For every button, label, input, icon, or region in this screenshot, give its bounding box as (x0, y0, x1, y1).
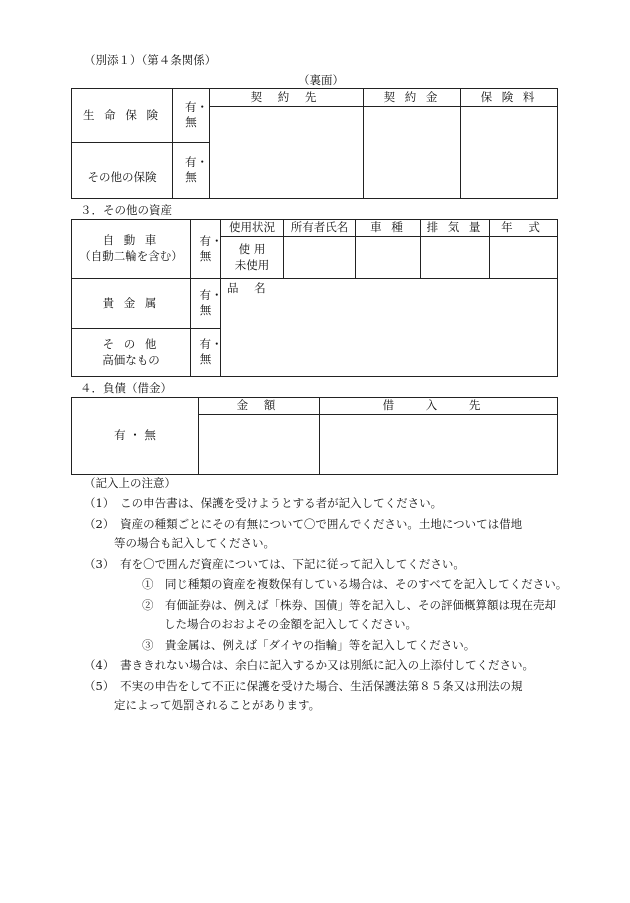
note-1: （1） この申告書は、保護を受けようとする者が記入してください。 (84, 496, 443, 510)
model-year-header: 年 式 (490, 220, 558, 237)
lender-header: 借 入 先 (320, 398, 558, 415)
life-insurance-label: 生 命 保 険 (72, 89, 173, 143)
debt-heading: ４．負債（借金） (80, 381, 172, 395)
precious-metal-yn[interactable]: 有・無 (191, 279, 221, 329)
exhaust-header: 排 気 量 (421, 220, 490, 237)
note-4: （4） 書ききれない場合は、余白に記入するか又は別紙に記入の上添付してください。 (84, 658, 535, 672)
note-3-2-cont: した場合のおおよその金額を記入してください。 (164, 617, 417, 631)
precious-metal-label: 貴 金 属 (72, 279, 191, 329)
usage-header: 使用状況 (221, 220, 284, 237)
contractor-header: 契 約 先 (210, 89, 364, 107)
note-5: （5） 不実の申告をして不正に保護を受けた場合、生活保護法第８５条又は刑法の規 (84, 679, 523, 693)
contract-amount-cell[interactable] (364, 107, 461, 199)
lender-cell[interactable] (320, 414, 558, 474)
other-insurance-label: その他の保険 (72, 143, 173, 199)
owner-cell[interactable] (284, 237, 356, 279)
note-2-cont: 等の場合も記入してください。 (114, 536, 275, 550)
owner-header: 所有者氏名 (284, 220, 356, 237)
contract-amount-header: 契 約 金 (364, 89, 461, 107)
other-insurance-yn[interactable]: 有・無 (173, 143, 210, 199)
valuables-label: そ の 他 高価なもの (72, 329, 191, 377)
exhaust-cell[interactable] (421, 237, 490, 279)
notes-title: （記入上の注意） (84, 476, 176, 490)
car-yn[interactable]: 有・無 (191, 220, 221, 279)
car-type-header: 車 種 (356, 220, 421, 237)
valuables-yn[interactable]: 有・無 (191, 329, 221, 377)
model-year-cell[interactable] (490, 237, 558, 279)
car-type-cell[interactable] (356, 237, 421, 279)
contractor-cell[interactable] (210, 107, 364, 199)
page-side-label: （裏面） (298, 73, 344, 87)
usage-cell[interactable]: 使 用 未使用 (221, 237, 284, 279)
item-name-cell[interactable]: 品 名 (221, 279, 558, 377)
other-assets-table (71, 219, 558, 377)
life-insurance-yn[interactable]: 有・無 (173, 89, 210, 143)
car-label: 自 動 車 （自動二輪を含む） (72, 220, 191, 279)
note-3-1: ① 同じ種類の資産を複数保有している場合は、そのすべてを記入してください。 (142, 577, 568, 591)
debt-yn[interactable]: 有 ・ 無 (72, 398, 199, 475)
premium-cell[interactable] (461, 107, 558, 199)
note-3-2: ② 有価証券は、例えば「株券、国債」等を記入し、その評価概算額は現在売却 (142, 598, 556, 612)
note-2: （2） 資産の種類ごとにその有無について〇で囲んでください。土地については借地 (84, 517, 523, 531)
amount-cell[interactable] (199, 414, 320, 474)
insurance-table (71, 88, 558, 199)
other-assets-heading: ３．その他の資産 (80, 203, 172, 217)
amount-header: 金 額 (199, 398, 320, 415)
note-5-cont: 定によって処罰されることがあります。 (114, 698, 321, 712)
debt-table (71, 397, 558, 475)
note-3-3: ③ 貴金属は、例えば「ダイヤの指輪」等を記入してください。 (142, 638, 476, 652)
attachment-label: （別添１）（第４条関係） (84, 53, 217, 67)
note-3: （3） 有を〇で囲んだ資産については、下記に従って記入してください。 (84, 557, 465, 571)
premium-header: 保 険 料 (461, 89, 558, 107)
